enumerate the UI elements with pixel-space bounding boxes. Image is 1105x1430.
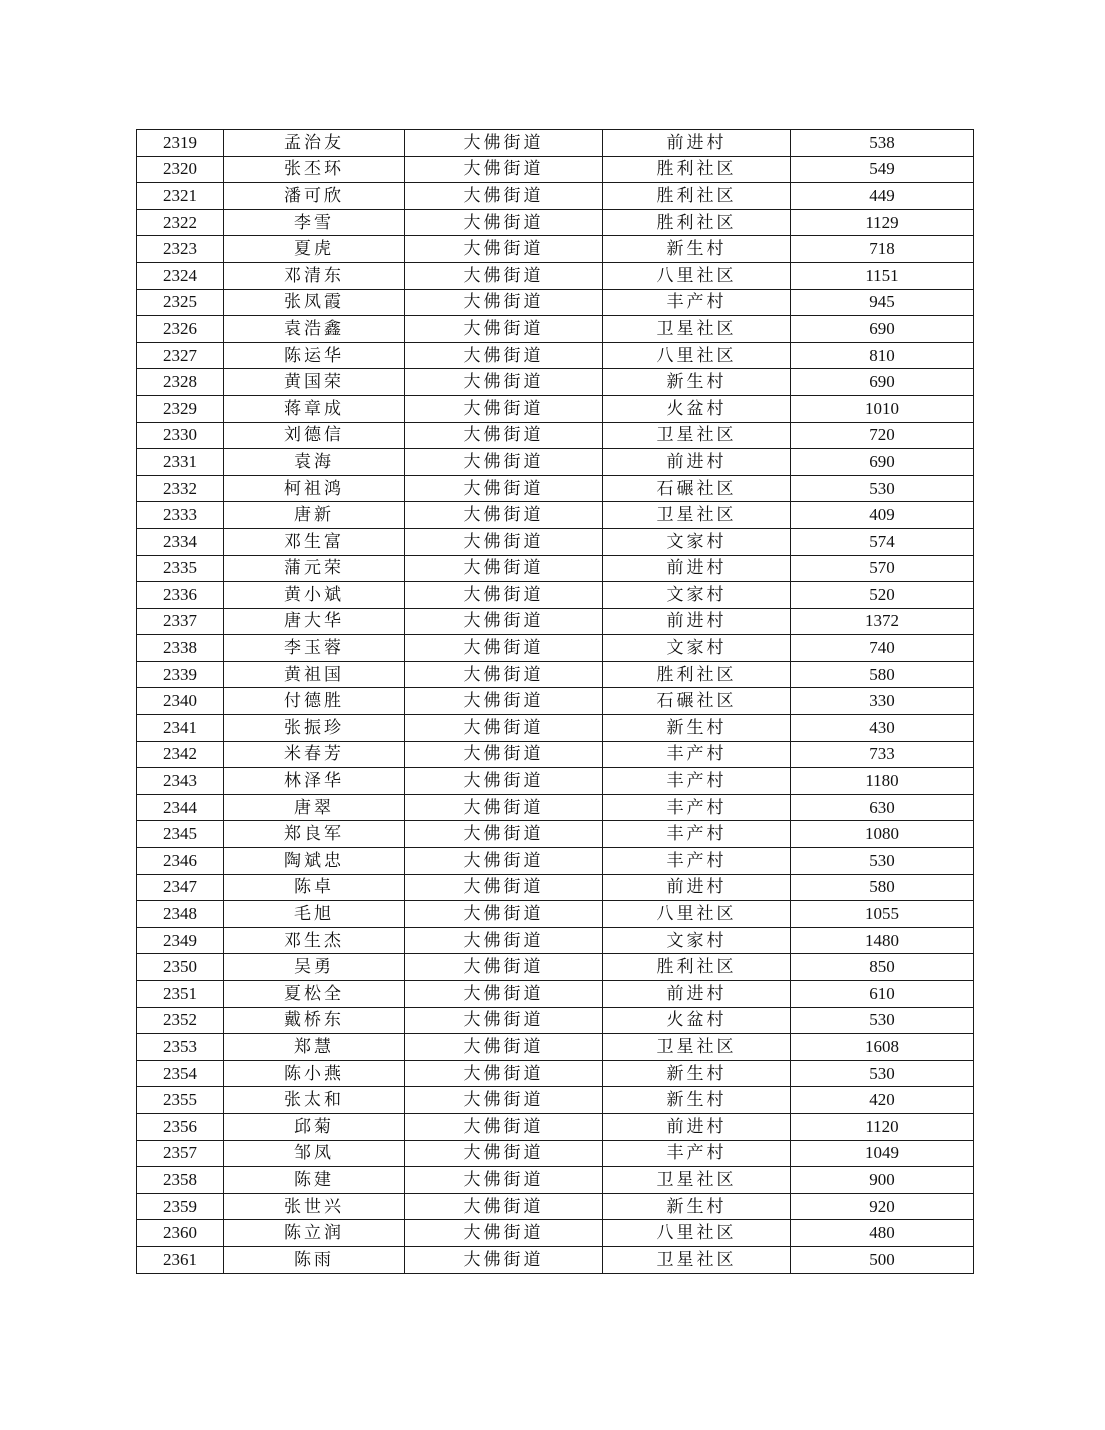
table-row (137, 183, 974, 210)
village-cell: 八里社区 (603, 262, 791, 289)
amount-cell: 1080 (791, 821, 974, 848)
name-cell: 张世兴 (224, 1193, 405, 1220)
table-row (137, 794, 974, 821)
amount-cell: 1480 (791, 927, 974, 954)
amount-cell: 580 (791, 661, 974, 688)
table-row (137, 369, 974, 396)
row-number-cell: 2356 (137, 1113, 224, 1140)
village-cell: 前进村 (603, 130, 791, 157)
street-cell: 大佛街道 (405, 130, 603, 157)
row-number-cell: 2354 (137, 1060, 224, 1087)
village-cell: 丰产村 (603, 741, 791, 768)
table-row (137, 954, 974, 981)
name-cell: 蒲元荣 (224, 555, 405, 582)
row-number-cell: 2334 (137, 528, 224, 555)
table-row (137, 901, 974, 928)
amount-cell: 1372 (791, 608, 974, 635)
amount-cell: 449 (791, 183, 974, 210)
amount-cell: 1151 (791, 262, 974, 289)
street-cell: 大佛街道 (405, 369, 603, 396)
amount-cell: 1120 (791, 1113, 974, 1140)
village-cell: 丰产村 (603, 794, 791, 821)
row-number-cell: 2327 (137, 342, 224, 369)
name-cell: 陈运华 (224, 342, 405, 369)
village-cell: 前进村 (603, 1113, 791, 1140)
table-row (137, 927, 974, 954)
village-cell: 胜利社区 (603, 954, 791, 981)
name-cell: 蒋章成 (224, 395, 405, 422)
row-number-cell: 2323 (137, 236, 224, 263)
row-number-cell: 2358 (137, 1167, 224, 1194)
table-row (137, 395, 974, 422)
row-number-cell: 2335 (137, 555, 224, 582)
street-cell: 大佛街道 (405, 1087, 603, 1114)
amount-cell: 1180 (791, 768, 974, 795)
row-number-cell: 2331 (137, 449, 224, 476)
amount-cell: 530 (791, 1007, 974, 1034)
amount-cell: 570 (791, 555, 974, 582)
table-row (137, 661, 974, 688)
row-number-cell: 2352 (137, 1007, 224, 1034)
table-row (137, 422, 974, 449)
name-cell: 郑慧 (224, 1034, 405, 1061)
row-number-cell: 2340 (137, 688, 224, 715)
name-cell: 吴勇 (224, 954, 405, 981)
street-cell: 大佛街道 (405, 156, 603, 183)
row-number-cell: 2329 (137, 395, 224, 422)
name-cell: 陶斌忠 (224, 848, 405, 875)
name-cell: 夏虎 (224, 236, 405, 263)
row-number-cell: 2357 (137, 1140, 224, 1167)
table-row (137, 1007, 974, 1034)
village-cell: 胜利社区 (603, 209, 791, 236)
table-row (137, 449, 974, 476)
row-number-cell: 2346 (137, 848, 224, 875)
village-cell: 前进村 (603, 555, 791, 582)
village-cell: 前进村 (603, 608, 791, 635)
street-cell: 大佛街道 (405, 1246, 603, 1273)
name-cell: 李雪 (224, 209, 405, 236)
name-cell: 孟治友 (224, 130, 405, 157)
street-cell: 大佛街道 (405, 954, 603, 981)
amount-cell: 500 (791, 1246, 974, 1273)
name-cell: 袁海 (224, 449, 405, 476)
street-cell: 大佛街道 (405, 874, 603, 901)
table-row (137, 289, 974, 316)
street-cell: 大佛街道 (405, 1060, 603, 1087)
table-row (137, 635, 974, 662)
amount-cell: 530 (791, 475, 974, 502)
village-cell: 卫星社区 (603, 422, 791, 449)
street-cell: 大佛街道 (405, 262, 603, 289)
street-cell: 大佛街道 (405, 608, 603, 635)
table-row (137, 1034, 974, 1061)
amount-cell: 850 (791, 954, 974, 981)
name-cell: 邓生杰 (224, 927, 405, 954)
table-row (137, 608, 974, 635)
street-cell: 大佛街道 (405, 209, 603, 236)
street-cell: 大佛街道 (405, 1007, 603, 1034)
name-cell: 付德胜 (224, 688, 405, 715)
amount-cell: 330 (791, 688, 974, 715)
name-cell: 唐新 (224, 502, 405, 529)
table-row (137, 475, 974, 502)
village-cell: 八里社区 (603, 342, 791, 369)
row-number-cell: 2320 (137, 156, 224, 183)
village-cell: 胜利社区 (603, 183, 791, 210)
name-cell: 陈建 (224, 1167, 405, 1194)
table-row (137, 1140, 974, 1167)
street-cell: 大佛街道 (405, 449, 603, 476)
table-row (137, 555, 974, 582)
street-cell: 大佛街道 (405, 768, 603, 795)
row-number-cell: 2344 (137, 794, 224, 821)
row-number-cell: 2325 (137, 289, 224, 316)
street-cell: 大佛街道 (405, 901, 603, 928)
street-cell: 大佛街道 (405, 183, 603, 210)
row-number-cell: 2342 (137, 741, 224, 768)
table-row (137, 821, 974, 848)
village-cell: 八里社区 (603, 901, 791, 928)
table-row (137, 1087, 974, 1114)
name-cell: 郑良军 (224, 821, 405, 848)
amount-cell: 610 (791, 981, 974, 1008)
amount-cell: 538 (791, 130, 974, 157)
village-cell: 新生村 (603, 236, 791, 263)
street-cell: 大佛街道 (405, 1220, 603, 1247)
table-row (137, 316, 974, 343)
village-cell: 前进村 (603, 874, 791, 901)
table-row (137, 981, 974, 1008)
table-row (137, 1167, 974, 1194)
village-cell: 胜利社区 (603, 156, 791, 183)
village-cell: 新生村 (603, 715, 791, 742)
village-cell: 卫星社区 (603, 502, 791, 529)
amount-cell: 574 (791, 528, 974, 555)
amount-cell: 1129 (791, 209, 974, 236)
street-cell: 大佛街道 (405, 661, 603, 688)
village-cell: 丰产村 (603, 848, 791, 875)
village-cell: 八里社区 (603, 1220, 791, 1247)
village-cell: 新生村 (603, 1060, 791, 1087)
name-cell: 黄小斌 (224, 582, 405, 609)
name-cell: 李玉蓉 (224, 635, 405, 662)
name-cell: 戴桥东 (224, 1007, 405, 1034)
street-cell: 大佛街道 (405, 1167, 603, 1194)
table-row (137, 688, 974, 715)
name-cell: 毛旭 (224, 901, 405, 928)
table-row (137, 262, 974, 289)
village-cell: 胜利社区 (603, 661, 791, 688)
table-row (137, 236, 974, 263)
roster-table (136, 129, 974, 1274)
row-number-cell: 2345 (137, 821, 224, 848)
street-cell: 大佛街道 (405, 475, 603, 502)
table-row (137, 582, 974, 609)
amount-cell: 733 (791, 741, 974, 768)
roster-table-body (137, 130, 974, 1274)
name-cell: 张丕环 (224, 156, 405, 183)
row-number-cell: 2333 (137, 502, 224, 529)
amount-cell: 690 (791, 369, 974, 396)
village-cell: 文家村 (603, 582, 791, 609)
row-number-cell: 2361 (137, 1246, 224, 1273)
amount-cell: 530 (791, 848, 974, 875)
table-row (137, 528, 974, 555)
street-cell: 大佛街道 (405, 927, 603, 954)
street-cell: 大佛街道 (405, 688, 603, 715)
row-number-cell: 2338 (137, 635, 224, 662)
table-row (137, 768, 974, 795)
row-number-cell: 2324 (137, 262, 224, 289)
village-cell: 前进村 (603, 449, 791, 476)
amount-cell: 480 (791, 1220, 974, 1247)
row-number-cell: 2347 (137, 874, 224, 901)
amount-cell: 920 (791, 1193, 974, 1220)
village-cell: 火盆村 (603, 1007, 791, 1034)
village-cell: 卫星社区 (603, 1246, 791, 1273)
name-cell: 柯祖鸿 (224, 475, 405, 502)
amount-cell: 1010 (791, 395, 974, 422)
amount-cell: 630 (791, 794, 974, 821)
village-cell: 石碾社区 (603, 688, 791, 715)
name-cell: 邱菊 (224, 1113, 405, 1140)
name-cell: 黄国荣 (224, 369, 405, 396)
village-cell: 丰产村 (603, 289, 791, 316)
street-cell: 大佛街道 (405, 1193, 603, 1220)
village-cell: 文家村 (603, 635, 791, 662)
street-cell: 大佛街道 (405, 848, 603, 875)
table-row (137, 1113, 974, 1140)
row-number-cell: 2328 (137, 369, 224, 396)
name-cell: 张振珍 (224, 715, 405, 742)
street-cell: 大佛街道 (405, 395, 603, 422)
name-cell: 陈雨 (224, 1246, 405, 1273)
street-cell: 大佛街道 (405, 635, 603, 662)
amount-cell: 690 (791, 316, 974, 343)
row-number-cell: 2319 (137, 130, 224, 157)
table-row (137, 130, 974, 157)
amount-cell: 520 (791, 582, 974, 609)
name-cell: 邹凤 (224, 1140, 405, 1167)
row-number-cell: 2355 (137, 1087, 224, 1114)
name-cell: 林泽华 (224, 768, 405, 795)
street-cell: 大佛街道 (405, 821, 603, 848)
name-cell: 陈小燕 (224, 1060, 405, 1087)
row-number-cell: 2339 (137, 661, 224, 688)
name-cell: 邓清东 (224, 262, 405, 289)
row-number-cell: 2330 (137, 422, 224, 449)
row-number-cell: 2359 (137, 1193, 224, 1220)
amount-cell: 1055 (791, 901, 974, 928)
row-number-cell: 2350 (137, 954, 224, 981)
street-cell: 大佛街道 (405, 555, 603, 582)
amount-cell: 580 (791, 874, 974, 901)
row-number-cell: 2337 (137, 608, 224, 635)
row-number-cell: 2348 (137, 901, 224, 928)
name-cell: 袁浩鑫 (224, 316, 405, 343)
name-cell: 张太和 (224, 1087, 405, 1114)
table-row (137, 209, 974, 236)
amount-cell: 1608 (791, 1034, 974, 1061)
street-cell: 大佛街道 (405, 502, 603, 529)
village-cell: 文家村 (603, 927, 791, 954)
amount-cell: 718 (791, 236, 974, 263)
row-number-cell: 2332 (137, 475, 224, 502)
village-cell: 新生村 (603, 369, 791, 396)
street-cell: 大佛街道 (405, 981, 603, 1008)
table-row (137, 874, 974, 901)
street-cell: 大佛街道 (405, 236, 603, 263)
amount-cell: 420 (791, 1087, 974, 1114)
name-cell: 刘德信 (224, 422, 405, 449)
street-cell: 大佛街道 (405, 715, 603, 742)
table-row (137, 1060, 974, 1087)
street-cell: 大佛街道 (405, 316, 603, 343)
village-cell: 新生村 (603, 1193, 791, 1220)
village-cell: 火盆村 (603, 395, 791, 422)
street-cell: 大佛街道 (405, 1034, 603, 1061)
name-cell: 邓生富 (224, 528, 405, 555)
table-row (137, 1246, 974, 1273)
row-number-cell: 2360 (137, 1220, 224, 1247)
row-number-cell: 2349 (137, 927, 224, 954)
table-row (137, 342, 974, 369)
village-cell: 丰产村 (603, 821, 791, 848)
street-cell: 大佛街道 (405, 794, 603, 821)
row-number-cell: 2336 (137, 582, 224, 609)
amount-cell: 1049 (791, 1140, 974, 1167)
row-number-cell: 2351 (137, 981, 224, 1008)
street-cell: 大佛街道 (405, 1113, 603, 1140)
amount-cell: 945 (791, 289, 974, 316)
street-cell: 大佛街道 (405, 422, 603, 449)
row-number-cell: 2353 (137, 1034, 224, 1061)
street-cell: 大佛街道 (405, 582, 603, 609)
street-cell: 大佛街道 (405, 1140, 603, 1167)
village-cell: 文家村 (603, 528, 791, 555)
name-cell: 唐翠 (224, 794, 405, 821)
name-cell: 潘可欣 (224, 183, 405, 210)
row-number-cell: 2322 (137, 209, 224, 236)
street-cell: 大佛街道 (405, 528, 603, 555)
street-cell: 大佛街道 (405, 342, 603, 369)
name-cell: 张凤霞 (224, 289, 405, 316)
row-number-cell: 2343 (137, 768, 224, 795)
village-cell: 卫星社区 (603, 1034, 791, 1061)
table-row (137, 1193, 974, 1220)
amount-cell: 900 (791, 1167, 974, 1194)
name-cell: 黄祖国 (224, 661, 405, 688)
village-cell: 卫星社区 (603, 316, 791, 343)
amount-cell: 690 (791, 449, 974, 476)
name-cell: 米春芳 (224, 741, 405, 768)
village-cell: 丰产村 (603, 1140, 791, 1167)
street-cell: 大佛街道 (405, 741, 603, 768)
village-cell: 前进村 (603, 981, 791, 1008)
village-cell: 新生村 (603, 1087, 791, 1114)
village-cell: 卫星社区 (603, 1167, 791, 1194)
name-cell: 夏松全 (224, 981, 405, 1008)
amount-cell: 430 (791, 715, 974, 742)
village-cell: 石碾社区 (603, 475, 791, 502)
name-cell: 陈立润 (224, 1220, 405, 1247)
amount-cell: 810 (791, 342, 974, 369)
name-cell: 陈卓 (224, 874, 405, 901)
table-row (137, 1220, 974, 1247)
amount-cell: 530 (791, 1060, 974, 1087)
table-row (137, 502, 974, 529)
row-number-cell: 2326 (137, 316, 224, 343)
amount-cell: 740 (791, 635, 974, 662)
table-row (137, 848, 974, 875)
village-cell: 丰产村 (603, 768, 791, 795)
table-row (137, 715, 974, 742)
table-row (137, 156, 974, 183)
row-number-cell: 2321 (137, 183, 224, 210)
street-cell: 大佛街道 (405, 289, 603, 316)
name-cell: 唐大华 (224, 608, 405, 635)
amount-cell: 720 (791, 422, 974, 449)
table-row (137, 741, 974, 768)
amount-cell: 549 (791, 156, 974, 183)
amount-cell: 409 (791, 502, 974, 529)
row-number-cell: 2341 (137, 715, 224, 742)
